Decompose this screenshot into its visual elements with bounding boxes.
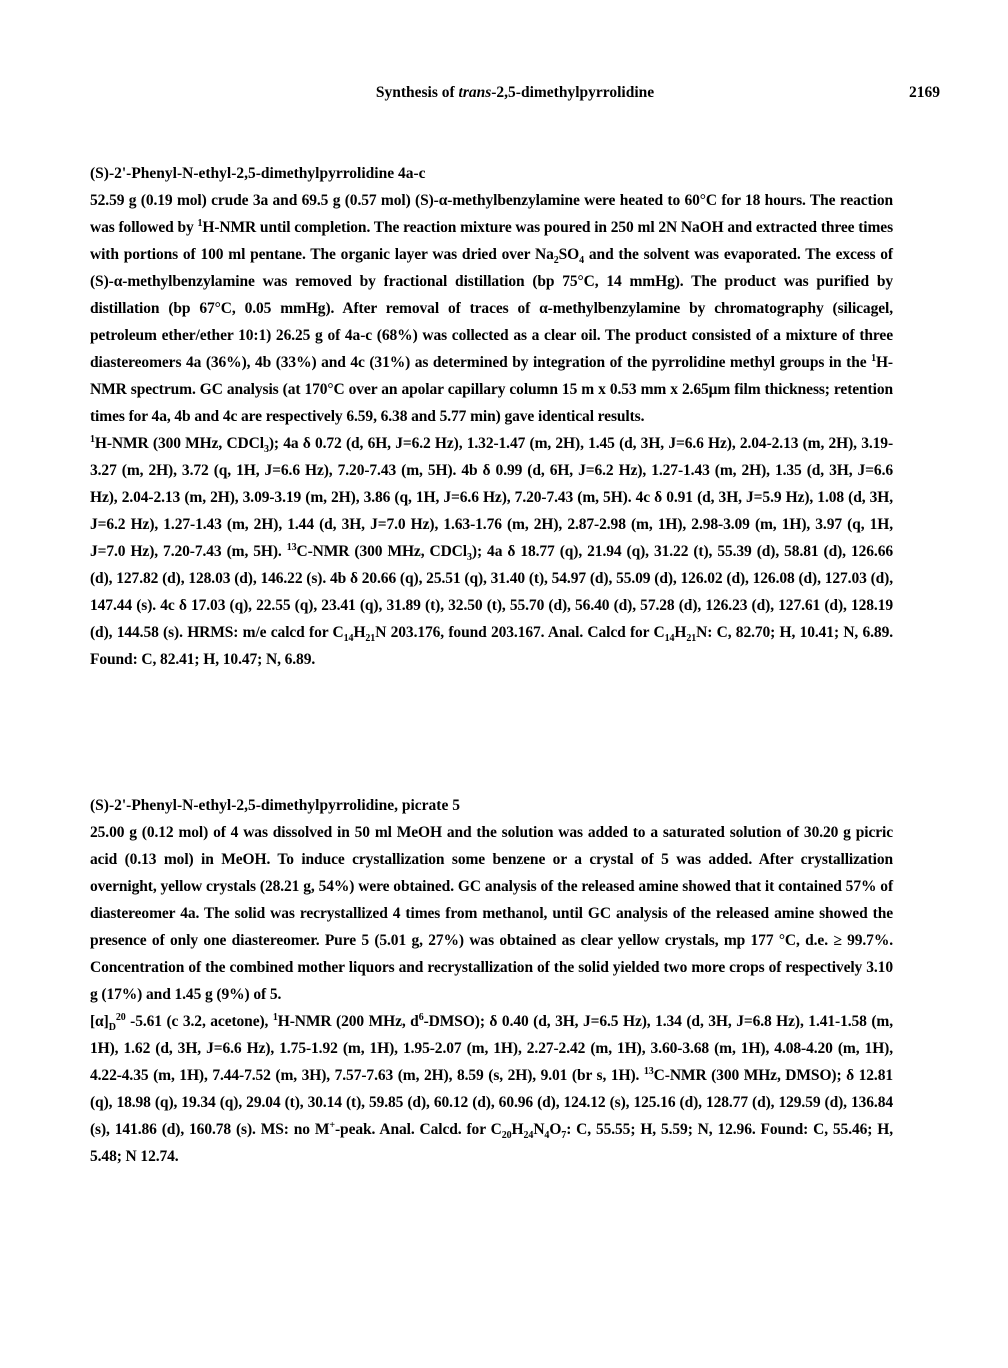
- section-phenylethyl-pyrrolidine: [90, 160, 893, 673]
- section-heading: (S)-2'-Phenyl-N-ethyl-2,5-dimethylpyrrolidine 4a-c: [90, 165, 426, 182]
- section-picrate: [90, 792, 893, 1170]
- characterization-paragraph: $[\alpha]_D^{20}$ -5.61 (c 3.2, acetone), $^1$H-NMR (200 MHz, $d^6-DMSO$); δ 0.40 (d, 3H, J=6.5 Hz), 1.34 (d, 3H, J=6.8 Hz), 1.41-1.58 (m, 1H), 1.62 (d, 3H, J=6.6 Hz), 1.75-1.92 (m, 1H), 1.95-2.07 (m, 1H), 2.27-2.42 (m, 1H), 3.60-3.68 (m, 1H), 4.08-4.20 (m, 1H), 4.22-4.35 (m, 1H), 7.44-7.52 (m, 3H), 7.57-7.63 (m, 2H), 8.59 (s, 2H), 9.01 (br s, 1H). $^{13}$C-NMR (300 MHz, DMSO); δ 12.81 (q), 18.98 (q), 19.34 (q), 29.04 (t), 30.14 (t), 59.85 (d), 60.12 (d), 60.96 (d), 124.12 (s), 125.16 (d), 128.77 (d), 129.59 (d), 136.84 (s), 141.86 (d), 160.78 (s). MS: no M+-peak. Anal. Calcd. for $C_{20}H_{24}N_4O_7$: C, 55.55; H, 5.59; N, 12.96. Found: C, 55.46; H, 5.48; N 12.74.: [90, 1011, 894, 1165]
- running-title: Synthesis of trans-2,5-dimethylpyrrolidine: [375, 84, 655, 101]
- characterization-paragraph: $^1$H-NMR (300 MHz, CDCl$_3$); 4a δ 0.72 (d, 6H, J=6.2 Hz), 1.32-1.47 (m, 2H), 1.45 (d, 3H, J=6.6 Hz), 2.04-2.13 (m, 2H), 3.19-3.27 (m, 2H), 3.72 (q, 1H, J=6.6 Hz), 7.20-7.43 (m, 5H). 4b δ 0.99 (d, 6H, J=6.2 Hz), 1.27-1.43 (m, 2H), 1.35 (d, 3H, J=6.6 Hz), 2.04-2.13 (m, 2H), 3.09-3.19 (m, 2H), 3.86 (q, 1H, J=6.6 Hz), 7.20-7.43 (m, 5H). 4c δ 0.91 (d, 3H, J=5.9 Hz), 1.08 (d, 3H, J=6.2 Hz), 1.27-1.43 (m, 2H), 1.44 (d, 3H, J=7.0 Hz), 1.63-1.76 (m, 2H), 2.87-2.98 (m, 1H), 2.98-3.09 (m, 1H), 3.97 (q, 1H, J=7.0 Hz), 7.20-7.43 (m, 5H). $^{13}$C-NMR (300 MHz, CDCl$_3$); 4a δ 18.77 (q), 21.94 (q), 31.22 (t), 55.39 (d), 58.81 (d), 126.66 (d), 127.82 (d), 128.03 (d), 146.22 (s). 4b δ 20.66 (q), 25.51 (q), 31.40 (t), 54.97 (d), 55.09 (d), 126.02 (d), 126.08 (d), 127.03 (d), 147.44 (s). 4c δ 17.03 (q), 22.55 (q), 23.41 (q), 31.89 (t), 32.50 (t), 55.70 (d), 56.40 (d), 57.28 (d), 126.23 (d), 127.61 (d), 128.19 (d), 144.58 (s). HRMS: m/e calcd for $C_{14}H_{21}N$ 203.176, found 203.167. Anal. Calcd for $C_{14}H_{21}N$: C, 82.70; H, 10.41; N, 6.89. Found: C, 82.41; H, 10.47; N, 6.89.: [90, 433, 894, 668]
- section-heading: (S)-2'-Phenyl-N-ethyl-2,5-dimethylpyrrolidine, picrate 5: [90, 797, 460, 814]
- procedure-paragraph: 25.00 g (0.12 mol) of 4 was dissolved in 50 ml MeOH and the solution was added to a saturated solution of 30.20 g picric acid (0.13 mol) in MeOH. To induce crystallization some benzene or a crystal of 5 was added. After crystallization overnight, yellow crystals (28.21 g, 54%) were obtained. GC analysis of the released amine showed that it contained 57% of diastereomer 4a. The solid was recrystallized 4 times from methanol, until GC analysis of the released amine showed the presence of only one diastereomer. Pure 5 (5.01 g, 27%) was obtained as clear yellow crystals, mp 177 °C, d.e. ≥ 99.7%. Concentration of the combined mother liquors and recrystallization of the solid yielded two more crops of respectively 3.10 g (17%) and 1.45 g (9%) of 5.: [90, 824, 893, 1003]
- page-header: [90, 84, 940, 108]
- page-number: 2169: [909, 84, 940, 101]
- procedure-paragraph: 52.59 g (0.19 mol) crude 3a and 69.5 g (0.57 mol) (S)-α-methylbenzylamine were heated to 60°C for 18 hours. The reaction was followed by $^1$H-NMR until completion. The reaction mixture was poured in 250 ml 2N NaOH and extracted three times with portions of 100 ml pentane. The organic layer was dried over $Na_2SO_4$ and the solvent was evaporated. The excess of (S)-α-methylbenzylamine was removed by fractional distillation (bp 75°C, 14 mmHg). The product was purified by distillation (bp 67°C, 0.05 mmHg). After removal of traces of α-methylbenzylamine by chromatography (silicagel, petroleum ether/ether 10:1) 26.25 g of 4a-c (68%) was collected as a clear oil. The product consisted of a mixture of three diastereomers 4a (36%), 4b (33%) and 4c (31%) as determined by integration of the pyrrolidine methyl groups in the $^1$H-NMR spectrum. GC analysis (at 170°C over an apolar capillary column 15 m x 0.53 mm x 2.65μm film thickness; retention times for 4a, 4b and 4c are respectively 6.59, 6.38 and 5.77 min) gave identical results.: [90, 192, 893, 425]
